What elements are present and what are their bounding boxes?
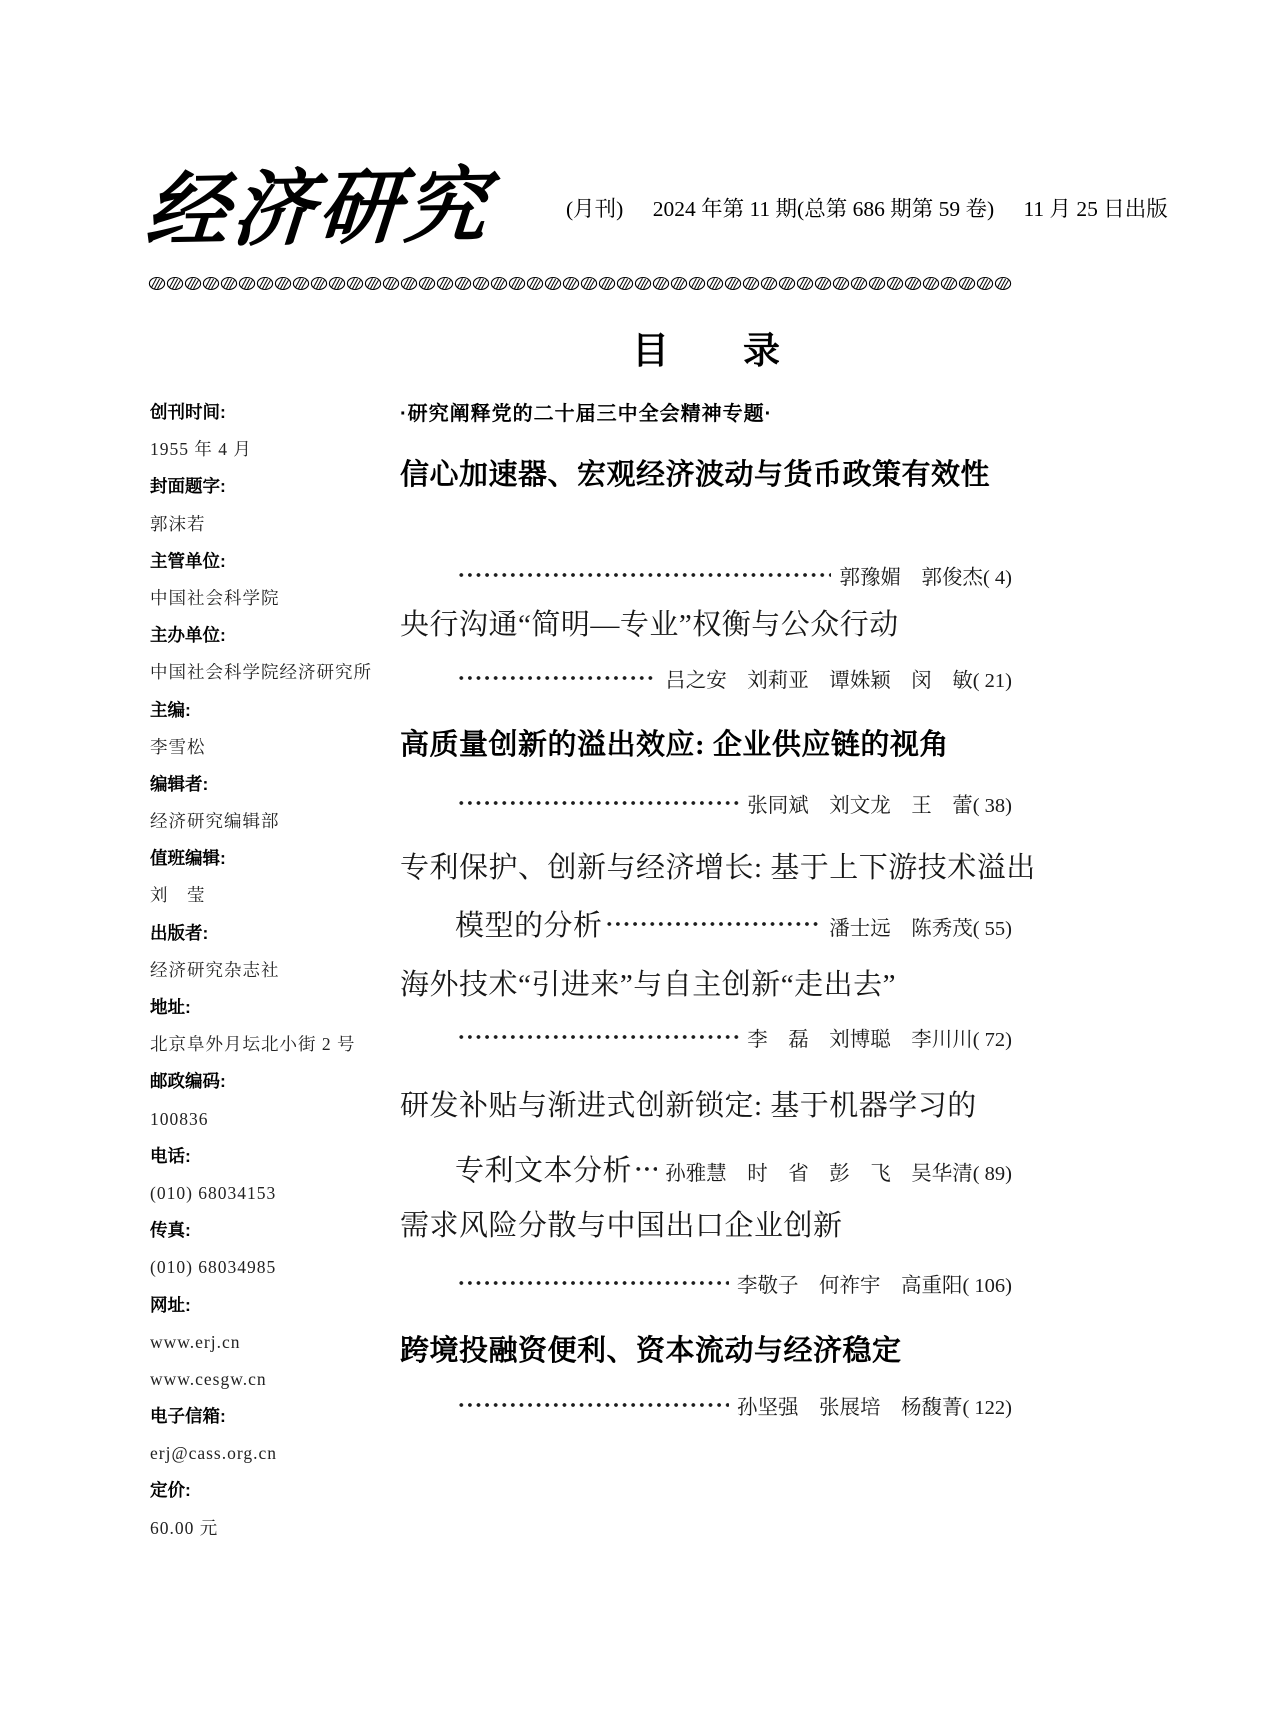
masthead-value: 刘 莹: [150, 885, 206, 906]
journal-issue-number: 2024 年第 11 期(总第 686 期第 59 卷): [652, 197, 995, 221]
masthead-value: 郭沫若: [150, 513, 206, 534]
masthead-value: 经济研究编辑部: [150, 811, 280, 832]
dot-leader: [457, 673, 657, 683]
article-title-line2: 模型的分析: [455, 910, 603, 942]
article-title-line2-with-authors: [400, 903, 1012, 944]
masthead-label: 定价:: [150, 1480, 191, 1501]
article-authors: 李敬子 何祚宇 高重阳: [736, 1275, 963, 1297]
dot-leader: [457, 798, 739, 808]
masthead-value: 100836: [150, 1108, 209, 1129]
article-author-line: [400, 1390, 1012, 1420]
journal-issue-info: [566, 192, 1168, 223]
article-title: 需求风险分散与中国出口企业创新: [400, 1210, 843, 1242]
masthead-value: 李雪松: [150, 736, 206, 757]
dot-leader: [457, 570, 831, 580]
masthead-label: 主办单位:: [150, 625, 226, 646]
masthead-label: 地址:: [150, 997, 191, 1017]
article-page-number: ( 4): [982, 567, 1012, 589]
article-page-number: ( 89): [972, 1163, 1012, 1185]
article-authors: 张同斌 刘文龙 王 蕾: [747, 795, 973, 817]
article-page-number: ( 106): [962, 1275, 1012, 1297]
article-author-line: [400, 1268, 1012, 1298]
masthead-value-url: www.cesgw.cn: [150, 1368, 267, 1389]
article-author-line: [400, 560, 1012, 590]
masthead-label: 编辑者:: [150, 773, 209, 794]
masthead-value: 60.00 元: [150, 1517, 219, 1538]
journal-publish-date: 11 月 25 日出版: [1023, 197, 1168, 221]
article-title: 高质量创新的溢出效应: 企业供应链的视角: [400, 729, 949, 761]
dot-leader: [605, 919, 822, 929]
masthead-label: 电话:: [150, 1145, 191, 1166]
masthead-label: 电子信箱:: [150, 1406, 226, 1427]
article-authors: 吕之安 刘莉亚 谭姝颖 闵 敏: [665, 670, 973, 692]
masthead-value: 经济研究杂志社: [150, 959, 280, 980]
article-title: 海外技术“引进来”与自主创新“走出去”: [400, 969, 896, 1001]
article-title: 央行沟通“简明—专业”权衡与公众行动: [400, 609, 899, 641]
masthead-label: 传真:: [150, 1220, 191, 1241]
toc-entries: [400, 386, 1036, 1486]
toc-section-heading: ·研究阐释党的二十届三中全会精神专题·: [400, 403, 773, 425]
dot-leader: [634, 1164, 657, 1174]
masthead-label: 网址:: [150, 1294, 191, 1315]
masthead-value: (010) 68034985: [150, 1257, 277, 1278]
article-title: 信心加速器、宏观经济波动与货币政策有效性: [400, 459, 991, 491]
article-authors: 郭豫媚 郭俊杰: [839, 567, 983, 589]
masthead-label: 创刊时间:: [150, 402, 226, 422]
masthead-value-url: www.erj.cn: [150, 1331, 241, 1352]
masthead-label: 主管单位:: [150, 550, 226, 571]
dot-leader: [457, 1400, 729, 1410]
masthead-value: 中国社会科学院经济研究所: [150, 662, 372, 683]
article-author-line: [400, 1022, 1012, 1052]
article-page-number: ( 38): [972, 795, 1012, 817]
article-page-number: ( 55): [972, 918, 1012, 940]
masthead-value: (010) 68034153: [150, 1182, 277, 1203]
masthead-label: 值班编辑:: [150, 848, 226, 869]
article-author-line: [400, 788, 1012, 818]
masthead-label: 主编:: [150, 699, 191, 720]
article-title: 跨境投融资便利、资本流动与经济稳定: [400, 1335, 902, 1367]
article-page-number: ( 21): [972, 670, 1012, 692]
article-title-line1: 专利保护、创新与经济增长: 基于上下游技术溢出: [400, 852, 1036, 884]
toc-title: 目 录: [632, 330, 780, 371]
masthead-value: 中国社会科学院: [150, 587, 280, 608]
article-authors: 潘士远 陈秀茂: [829, 918, 973, 940]
article-page-number: ( 122): [962, 1397, 1012, 1419]
journal-frequency: (月刊): [566, 197, 624, 221]
article-title-line1: 研发补贴与渐进式创新锁定: 基于机器学习的: [400, 1090, 977, 1122]
masthead-value-email: erj@cass.org.cn: [150, 1443, 278, 1464]
masthead-value: 1955 年 4 月: [150, 439, 252, 460]
masthead-label: 封面题字:: [150, 476, 226, 497]
article-authors: 李 磊 刘博聪 李川川: [747, 1029, 973, 1051]
article-title-line2-with-authors: [400, 1148, 1012, 1189]
article-page-number: ( 72): [972, 1029, 1012, 1051]
dot-leader: [457, 1278, 729, 1288]
masthead-value: 北京阜外月坛北小街 2 号: [150, 1034, 356, 1055]
article-title-line2: 专利文本分析: [455, 1155, 633, 1187]
journal-logo: 经济研究: [142, 157, 494, 260]
masthead-label: 邮政编码:: [150, 1071, 226, 1092]
journal-masthead-sidebar: [150, 394, 400, 1547]
article-authors: 孙坚强 张展培 杨馥菁: [736, 1397, 963, 1419]
dot-leader: [457, 1032, 739, 1042]
masthead-label: 出版者:: [150, 922, 209, 943]
divider-ornament: [148, 276, 1012, 291]
article-authors: 孙雅慧 时 省 彭 飞 吴华清: [665, 1163, 973, 1185]
article-author-line: [400, 663, 1012, 693]
